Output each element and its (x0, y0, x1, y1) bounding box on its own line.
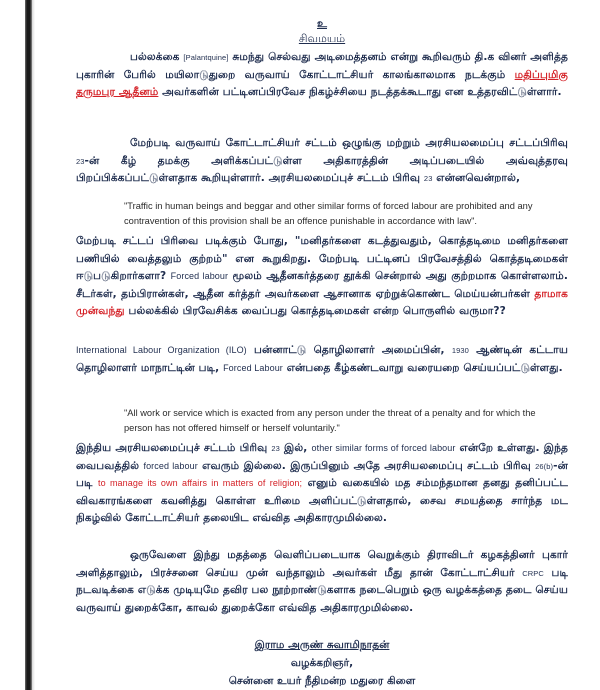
paragraph-complaint: பல்லக்கை [Palantquine] சுமந்து செல்வது அடிமைத்தனம் என்று கூறிவரும் தி.க வினர் அளித்த புகாரின் பேரில் மயிலாடுதுறை வருவாய் கோட்டாட்சியர் காலங்காலமாக நடக்கும் மதிப்புமிகு தருமபுர ஆதீனம் அவர்களின் பட்டினப்பிரவேச நிகழ்ச்சியை நடத்தக்கூடாது என உத்தரவிட்டுள்ளார். (76, 51, 568, 99)
highlight-voluntarily: தாமாக முன்வந்து (76, 287, 568, 318)
left-border-bar (25, 0, 32, 690)
pillaiyar-suzhi-symbol: உ (317, 17, 327, 30)
paragraph-ilo-definition: International Labour Organization (ILO) பன்னாட்டு தொழிலாளர் அமைப்பின், 1930 ஆண்டின் கட்டாய தொழிலாளர் மாநாட்டின் படி, Forced Labour என்பதை கீழ்கண்டவாறு வரையறை செய்யப்பட்டுள்ளது. (76, 344, 568, 374)
left-border-shadow (32, 0, 35, 690)
signature-title: வழக்கறிஞர், (290, 657, 354, 669)
signature-block (76, 636, 568, 690)
quote-article-23: "Traffic in human beings and beggar and other similar forms of forced labour are prohibited and any contravention of this provision shall be an offence punishable in accordance with law". (124, 201, 533, 226)
highlight-religious-affairs: to manage its own affairs in matters of religion; (97, 478, 303, 489)
highlight-dharmapuram-adheenam: மதிப்புமிகு தருமபுர ஆதீனம் (76, 68, 568, 99)
paragraph-article-26b: இந்திய அரசியலமைப்புச் சட்டம் பிரிவு 23 இல், other similar forms of forced labour என்றே உள்ளது. இந்த வைபவத்தில் forced labour எவரும் இல்லை. இருப்பினும் அதே அரசியலமைப்பு சட்டம் பிரிவு 26(b)-ன் படி to manage its own affairs in matters of religion; எனும் வகையில் மத சம்மந்தமான தனது தனிப்பட்ட விவகாரங்களை கவனித்து கொள்ள உரிமை அளிப்பட்டுள்ளதால், சைவ சமயத்தை சார்ந்த மட நிகழ்வில் கோட்டாட்சியர் தலையிட எவ்வித அதிகாரமுமில்லை. (76, 442, 569, 525)
document-heading: சிவமயம் (298, 32, 346, 45)
quote-ilo: "All work or service which is exacted from any person under the threat of a penalty and for which the person has not offered himself or herself voluntarily." (124, 408, 536, 433)
paragraph-crpc: ஒருவேளை இந்து மதத்தை வெளிப்படையாக வெறுக்கும் திராவிடர் கழகத்தினர் புகார் அளித்தாலும், பிரச்சனை செய்ய முன் வந்தாலும் அவர்கள் மீது தான் கோட்டாட்சியர் CRPC படி நடவடிக்கை எடுக்க முடியுமே தவிர பல நூற்றாண்டுகளாக நடைபெறும் ஒரு வழக்கத்தை தடை செய்ய வருவாய் துறைக்கோ, காவல் துறைக்கோ எவ்வித அதிகாரமுமில்லை. (76, 549, 568, 614)
paragraph-rdo-authority: மேற்படி வருவாய் கோட்டாட்சியர் சட்டம் ஒழுங்கு மற்றும் அரசியலமைப்பு சட்டப்பிரிவு 23-ன் கீழ் தமக்கு அளிக்கப்பட்டுள்ள அதிகாரத்தின் அடிப்படையில் அவ்வுத்தரவு பிறப்பிக்கப்பட்டுள்ளதாக கூறியுள்ளார். அரசியலமைப்புச் சட்டம் பிரிவு 23 என்னவென்றால், (76, 137, 568, 185)
paragraph-forced-labour-question: மேற்படி சட்டப் பிரிவை படிக்கும் போது, "மனிதர்களை கடத்துவதும், கொத்தடிமை மனிதர்களை பணியில் வைத்தலும் குற்றம்" என கூறுகிறது. மேற்படி பட்டினப் பிரவேசத்தில் கொத்தடிமைகள் ஈடுபடுகிறார்களா? Forced labour மூலம் ஆதீனகர்த்தரை தூக்கி சென்றால் அது குற்றமாக கொள்ளலாம். சீடர்கள், தம்பிரான்கள், ஆதீன கர்த்தர் அவர்களை ஆசானாக ஏற்றுக்கொண்ட மெய்யன்பர்கள் தாமாக முன்வந்து பல்லக்கில் பிரவேசிக்க வைப்பது கொத்தடிமைகள் என்ற பொருளில் வருமா?? (76, 235, 568, 318)
signature-name: இராம அருண் சுவாமிநாதன் (254, 639, 390, 651)
signature-court: சென்னை உயர் நீதிமன்ற மதுரை கிளை (228, 675, 416, 687)
